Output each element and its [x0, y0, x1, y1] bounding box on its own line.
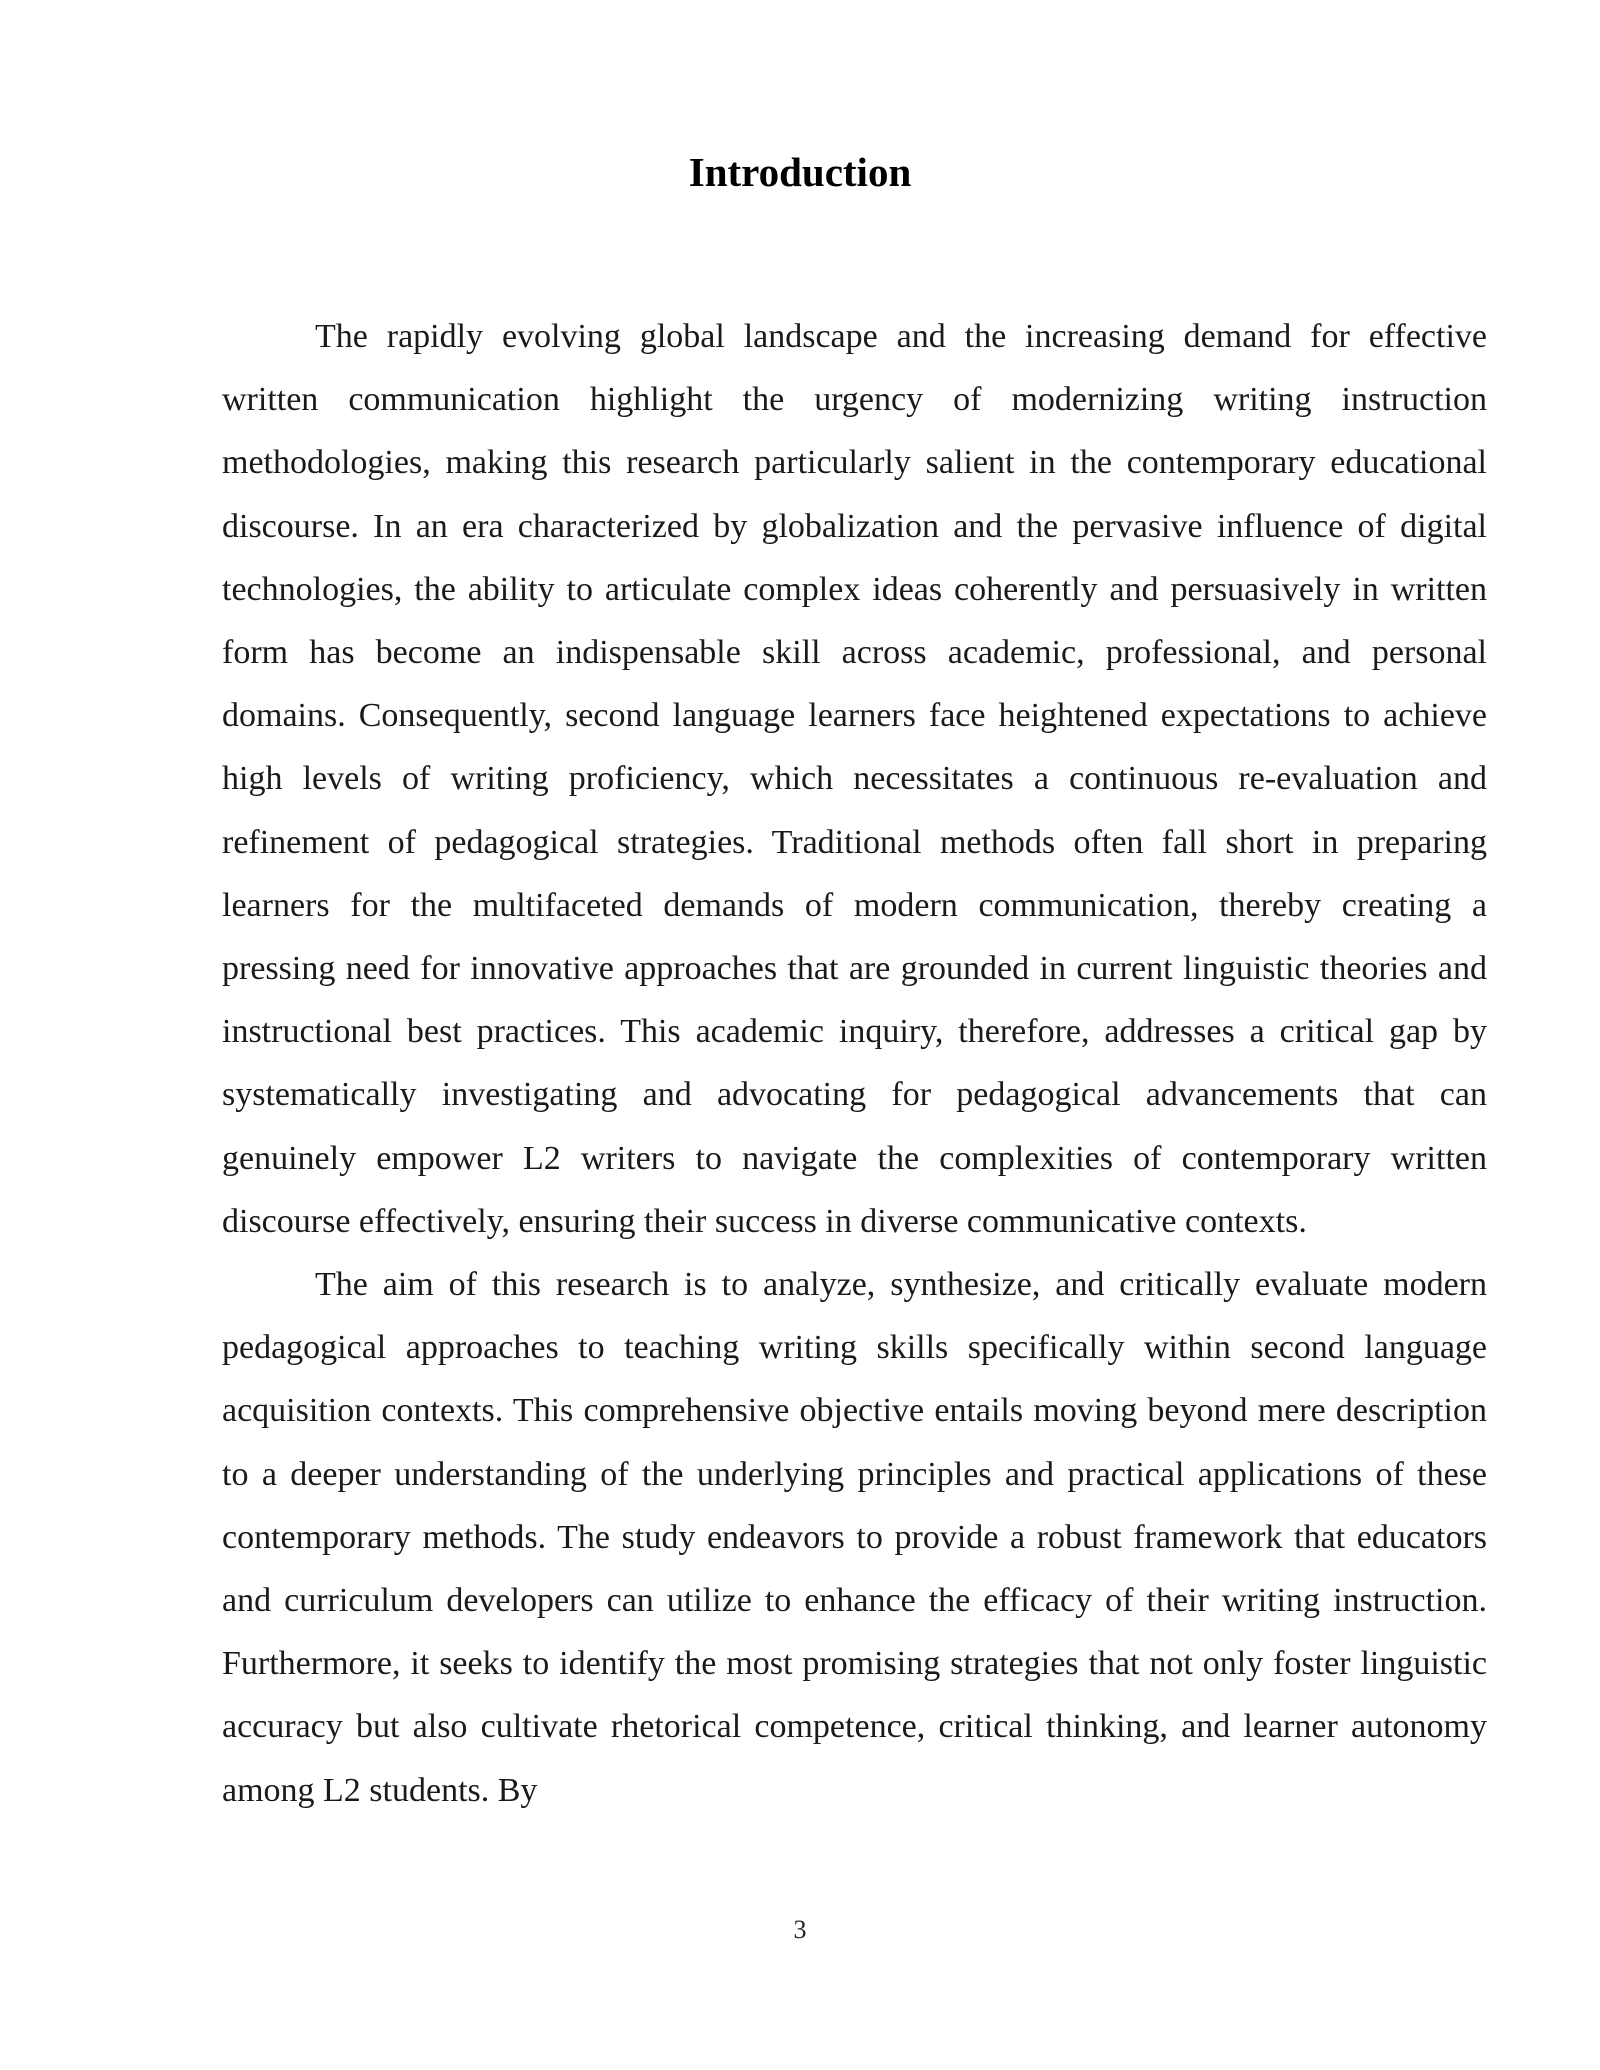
- paragraph-1: The rapidly evolving global landscape and the increasing demand for effective written communication highlight the urgency of modernizing writing instruction methodologies, making this research particularly salient in the contemporary educational discourse. In an era characterized by globalization and the pervasive influence of digital technologies, the ability to articulate complex ideas coherently and persuasively in written form has become an indispensable skill across academic, professional, and personal domains. Consequently, second language learners face heightened expectations to achieve high levels of writing proficiency, which necessitates a continuous re-evaluation and refinement of pedagogical strategies. Traditional methods often fall short in preparing learners for the multifaceted demands of modern communication, thereby creating a pressing need for innovative approaches that are grounded in current linguistic theories and instructional best practices. This academic inquiry, therefore, addresses a critical gap by systematically investigating and advocating for pedagogical advancements that can genuinely empower L2 writers to navigate the complexities of contemporary written discourse effectively, ensuring their success in diverse communicative contexts.: [222, 318, 1487, 1240]
- page-title: Introduction: [688, 149, 912, 195]
- paragraph-2: The aim of this research is to analyze, synthesize, and critically evaluate modern pedagogical approaches to teaching writing skills specifically within second language acquisition contexts. This comprehensive objective entails moving beyond mere description to a deeper understanding of the underlying principles and practical applications of these contemporary methods. The study endeavors to provide a robust framework that educators and curriculum developers can utilize to enhance the efficacy of their writing instruction. Furthermore, it seeks to identify the most promising strategies that not only foster linguistic accuracy but also cultivate rhetorical competence, critical thinking, and learner autonomy among L2 students. By: [222, 1266, 1487, 1809]
- body-text: [222, 305, 1487, 1822]
- page-number: 3: [793, 1915, 807, 1944]
